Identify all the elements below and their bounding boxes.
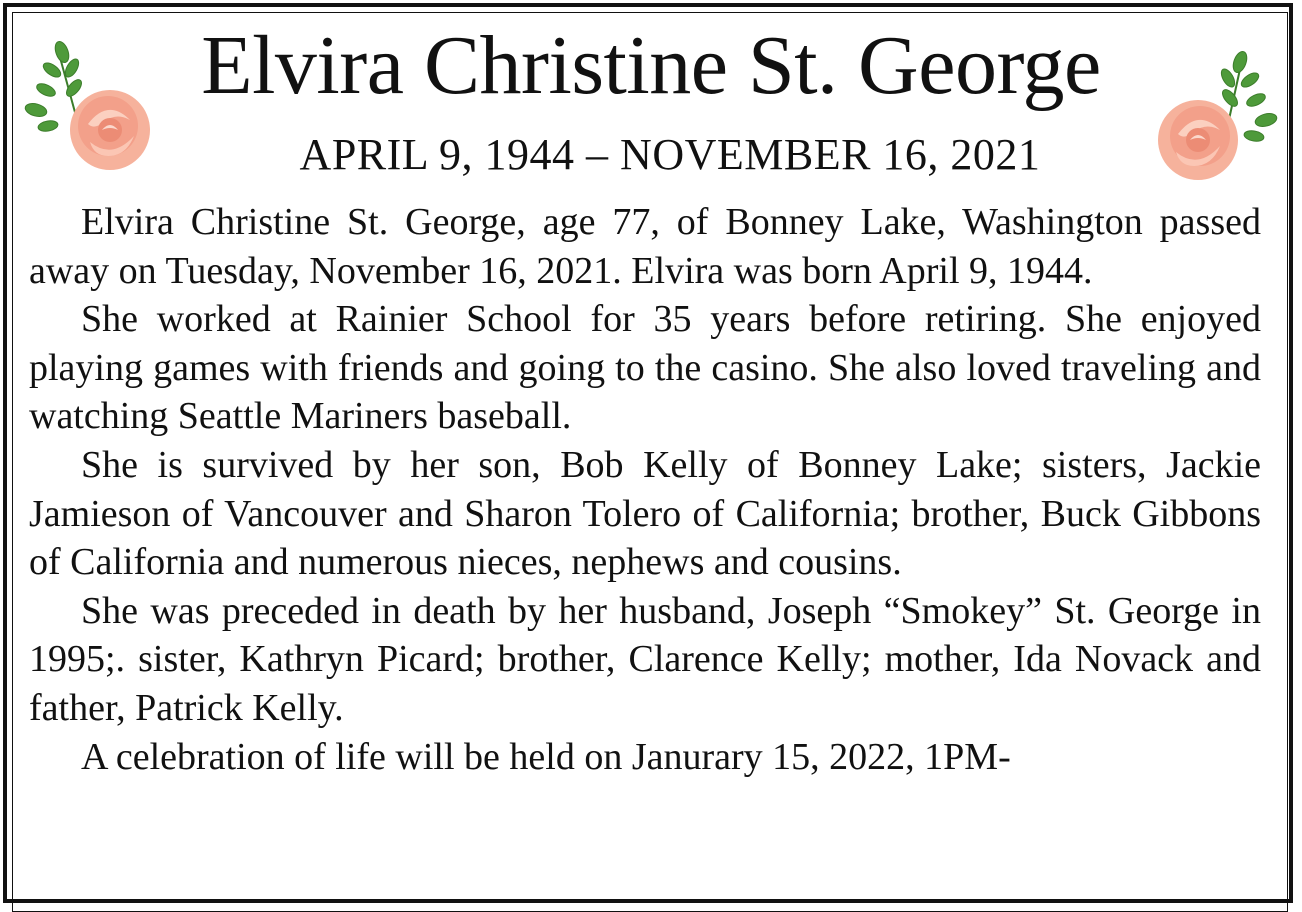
paragraph-career: She worked at Rainier School for 35 years before retiring. She enjoyed playing games with friends and going to the casino. She also loved traveling and watching Seattle Mariners baseball. bbox=[29, 298, 1261, 438]
obituary-name: Elvira Christine St. George bbox=[201, 19, 1101, 112]
paragraph-preceded: She was preceded in death by her husband, Joseph “Smokey” St. George in 1995;. sister, Kathryn Picard; brother, Clarence Kelly; mother, Ida Novack and father, Patrick Kelly. bbox=[29, 589, 1261, 729]
paragraph-intro: Elvira Christine St. George, age 77, of Bonney Lake, Washington passed away on Tuesday, November 16, 2021. Elvira was born April 9, 1944. bbox=[29, 201, 1261, 292]
paragraph-celebration: A celebration of life will be held on Janurary 15, 2022, 1PM- bbox=[81, 735, 1011, 778]
paragraph-survivors: She is survived by her son, Bob Kelly of Bonney Lake; sisters, Jackie Jamieson of Vancouver and Sharon Tolero of California; brother, Buck Gibbons of California and numerous nieces, nephews and cousins. bbox=[29, 443, 1261, 584]
obituary-body bbox=[29, 198, 1261, 781]
obituary-dates: APRIL 9, 1944 – NOVEMBER 16, 2021 bbox=[299, 130, 1041, 179]
